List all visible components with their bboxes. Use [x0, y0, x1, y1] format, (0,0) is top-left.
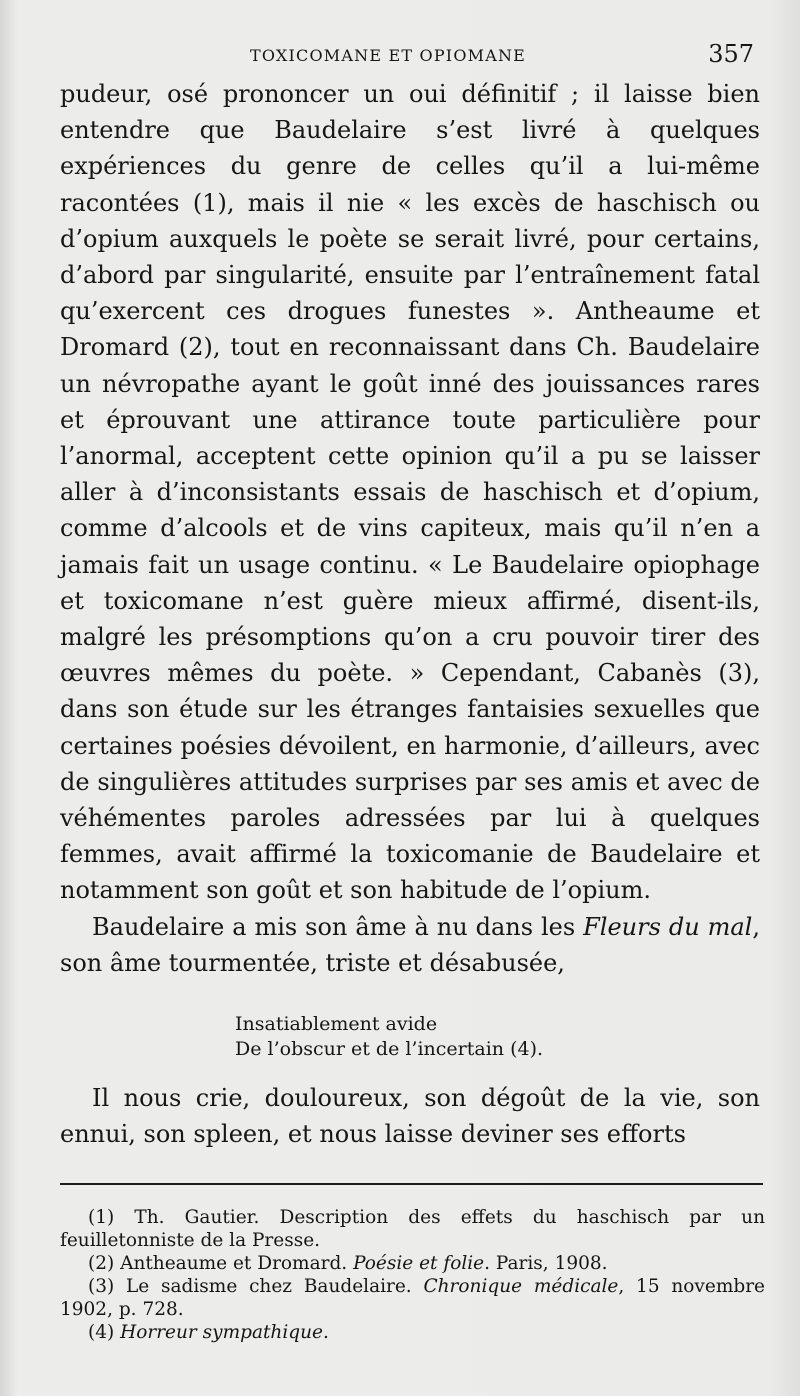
footnote-4-tail: . — [322, 1322, 329, 1343]
footnote-4-title: Horreur sympathique — [120, 1322, 323, 1343]
footnote-3-tail: , 15 novembre 1902, p. 728. — [60, 1276, 765, 1320]
footnote-4 — [60, 1321, 765, 1344]
paragraph-2-lead: Baudelaire a mis son âme à nu dans les — [92, 912, 584, 941]
footnote-3-title: Chronique médicale — [423, 1276, 619, 1297]
verse-quote — [235, 1012, 543, 1062]
paragraph-2-tail: , son âme tourmentée, triste et désabusée, — [60, 912, 760, 977]
paragraph-1: pudeur, osé prononcer un oui définitif ; il laisse bien entendre que Baudelaire s’est livré à quelques expériences du genre de celles qu’il a lui-même racontées (1), mais il nie « les excès de haschisch ou d’opium auxquels le poète se serait livré, pour certains, d’abord par singularité, ensuite par l’entraînement fatal qu’exercent ces drogues funestes ». Antheaume et Dromard (2), tout en reconnaissant dans Ch. Baudelaire un névropathe ayant le goût inné des jouissances rares et éprouvant une attirance toute particulière pour l’anormal, acceptent cette opinion qu’il a pu se laisser aller à d’inconsistants essais de haschisch et d’opium, comme d’alcools et de vins capiteux, mais qu’il n’en a jamais fait un usage continu. « Le Baudelaire opiophage et toxicomane n’est guère mieux affirmé, disent-ils, malgré les présomptions qu’on a cru pouvoir tirer des œuvres mêmes du poète. » Cependant, Cabanès (3), dans son étude sur les étranges fantaisies sexuelles que certaines poésies dévoilent, en harmonie, d’ailleurs, avec de singulières attitudes surprises par ses amis et avec de véhémentes paroles adressées par lui à quelques femmes, avait affirmé la toxicomanie de Baudelaire et notamment son goût et son habitude de l’opium. — [60, 80, 760, 905]
paragraph-3-container — [60, 1080, 760, 1152]
footnote-3 — [60, 1275, 765, 1321]
book-title-fleurs-du-mal: Fleurs du mal — [583, 912, 753, 941]
footnote-3-lead: (3) Le sadisme chez Baudelaire. — [88, 1276, 424, 1297]
footnote-2 — [60, 1252, 765, 1275]
footnote-4-lead: (4) — [88, 1322, 121, 1343]
footnote-2-lead: (2) Antheaume et Dromard. — [88, 1253, 354, 1274]
page-number: 357 — [708, 40, 754, 68]
footnote-divider — [60, 1183, 763, 1185]
footnote-2-title: Poésie et folie — [353, 1253, 485, 1274]
verse-line-2: De l’obscur et de l’incertain (4). — [235, 1038, 544, 1060]
footnotes — [60, 1206, 765, 1344]
main-text — [60, 76, 760, 981]
running-title: TOXICOMANE ET OPIOMANE — [250, 46, 527, 65]
paragraph-3: Il nous crie, douloureux, son dégoût de la vie, son ennui, son spleen, et nous laisse deviner ses efforts — [60, 1084, 760, 1148]
paragraph-2 — [60, 909, 760, 981]
page-header — [60, 40, 760, 70]
verse-line-1: Insatiablement avide — [235, 1013, 438, 1035]
footnote-1: (1) Th. Gautier. Description des effets du haschisch par un feuilletonniste de la Presse. — [60, 1207, 765, 1251]
footnote-2-tail: . Paris, 1908. — [484, 1253, 608, 1274]
